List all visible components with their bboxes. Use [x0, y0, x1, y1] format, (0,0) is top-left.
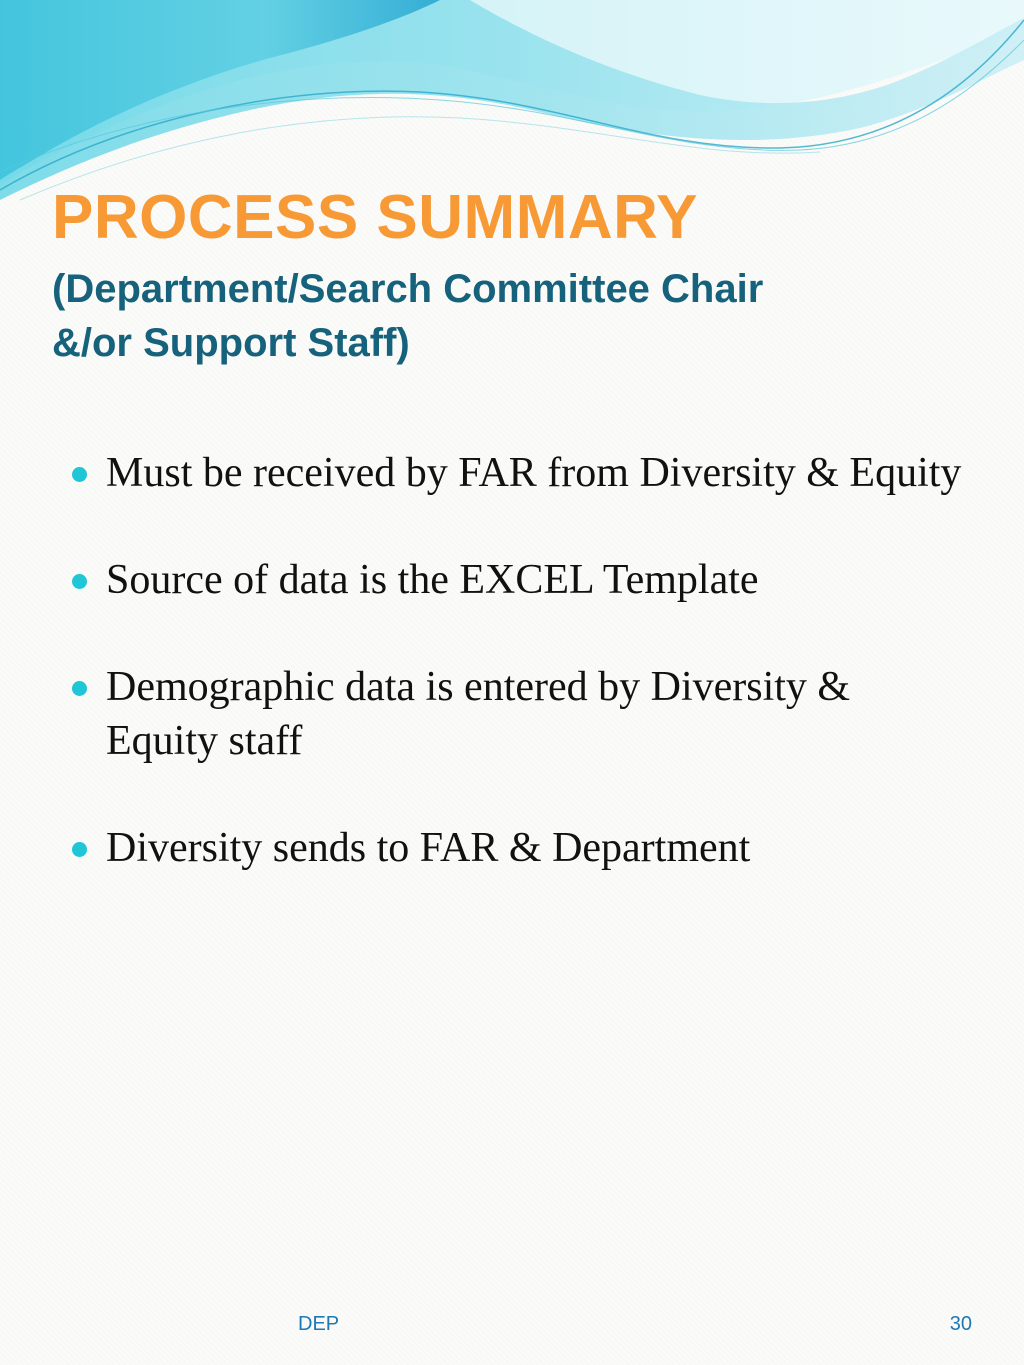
- bullet-item: [70, 553, 970, 607]
- bullet-item: [70, 821, 970, 875]
- bullet-list: [70, 446, 970, 928]
- bullet-item: [70, 660, 970, 768]
- slide-subtitle: (Department/Search Committee Chair &/or Support Staff): [52, 267, 764, 365]
- bullet-text: Demographic data is entered by Diversity & Equity staff: [106, 664, 851, 764]
- bullet-text: Must be received by FAR from Diversity & Equity: [106, 450, 962, 496]
- bullet-item: [70, 446, 970, 500]
- bullet-marker-icon: [72, 681, 87, 696]
- bullet-text: Diversity sends to FAR & Department: [106, 825, 751, 871]
- bullet-marker-icon: [72, 467, 87, 482]
- bullet-text: Source of data is the EXCEL Template: [106, 557, 759, 603]
- footer-label: DEP: [298, 1313, 340, 1335]
- bullet-marker-icon: [72, 574, 87, 589]
- bullet-marker-icon: [72, 842, 87, 857]
- page-number: 30: [949, 1313, 972, 1335]
- slide-title: PROCESS SUMMARY: [52, 183, 698, 252]
- title-block: [52, 182, 952, 370]
